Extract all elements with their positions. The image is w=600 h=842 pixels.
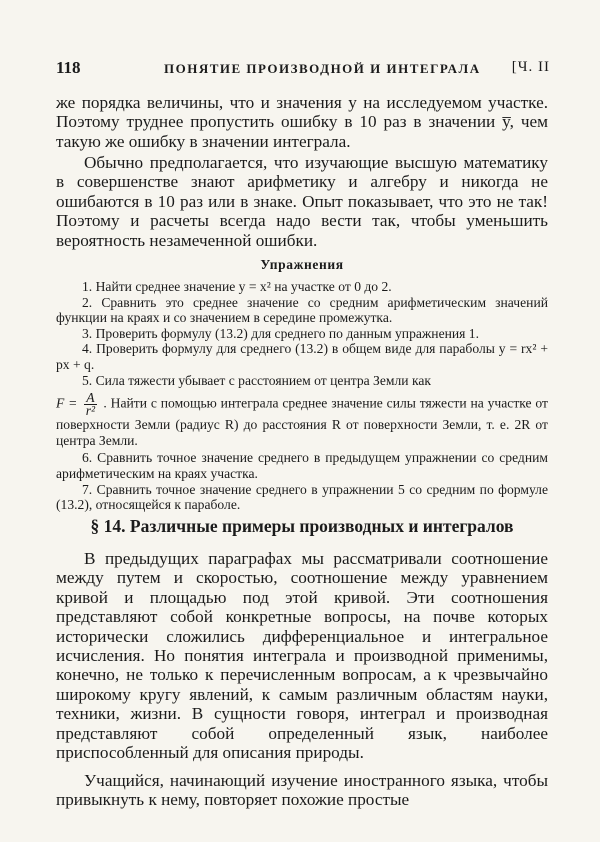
exercise-2: 2. Сравнить это среднее значение со средним арифметическим значений функции на краях и со значением в середине промежутка. <box>56 294 548 326</box>
paragraph-text: В предыдущих параграфах мы рассматривали соотношение между путем и скоростью, соотношение между уравнением кривой и площадью под этой кривой. Эти соотношения представляют собой конкретные вопросы, на почве которых исторически сложились дифференциальное и интегральное исчисления. Но понятия интеграла и производной применимы, конечно, не только к перечисленным вопросам, а к чрезвычайно широкому кругу явлений, к самым различным областям науки, техники, жизни. В сущности говоря, интеграл и производная представляют собой определенный язык, наиболее приспособленный для описания природы. <box>56 549 548 763</box>
exercises-heading: Упражнения <box>260 257 344 272</box>
running-header <box>56 58 550 80</box>
exercise-7: 7. Сравнить точное значение среднего в упражнении 5 со средним по формуле (13.2), относящейся к параболе. <box>56 481 548 513</box>
exercise-5 <box>56 392 548 448</box>
formula-lhs: F = <box>56 395 78 411</box>
section-title: § 14. Различные примеры производных и интегралов <box>90 516 514 536</box>
section-paragraph-1 <box>56 549 548 762</box>
paragraph-text: Обычно предполагается, что изучающие высшую математику в совершенстве знают арифметику и алгебру и никогда не ошибаются в 10 раз или в знаке. Опыт показывает, что это не так! Поэтому и расчеты всегда надо вести так, чтобы уменьшить вероятность незамеченной ошибки. <box>56 153 548 250</box>
section-paragraph-2 <box>56 771 548 810</box>
fraction-numerator: A <box>86 390 95 406</box>
paragraph-text: же порядка величины, что и значения y на исследуемом участке. Поэтому труднее пропустить ошибку в 10 раз в значении y̅, чем такую же ошибку в значении интеграла. <box>56 93 548 151</box>
exercise-1: 1. Найти среднее значение y = x² на участке от 0 до 2. <box>82 279 392 294</box>
exercise-5-intro: 5. Сила тяжести убывает с расстоянием от центра Земли как <box>82 372 431 388</box>
exercise-5-text: . Найти с помощью интеграла среднее значение силы тяжести на участке от поверхности Земли (радиус R) до расстояния R от поверхности Земли, т. е. 2R от центра Земли. <box>56 395 548 448</box>
exercise-3: 3. Проверить формулу (13.2) для среднего по данным упражнения 1. <box>82 325 479 341</box>
fraction-denominator: r² <box>85 403 96 419</box>
exercises-list <box>56 279 548 513</box>
page-number: 118 <box>56 58 81 77</box>
paragraph-errors <box>56 153 548 250</box>
formula-fraction <box>84 392 96 417</box>
exercise-6: 6. Сравнить точное значение среднего в предыдущем упражнении со средним арифметическим на краях участка. <box>56 450 548 481</box>
running-title: ПОНЯТИЕ ПРОИЗВОДНОЙ И ИНТЕГРАЛА <box>164 61 481 76</box>
paragraph-continued <box>56 93 548 151</box>
exercise-4: 4. Проверить формулу для среднего (13.2) в общем виде для параболы y = rx² + px + q. <box>56 341 548 372</box>
chapter-marker: [Ч. II <box>511 59 550 75</box>
paragraph-text: Учащийся, начинающий изучение иностранного языка, чтобы привыкнуть к нему, повторяет похожие простые <box>56 771 548 810</box>
